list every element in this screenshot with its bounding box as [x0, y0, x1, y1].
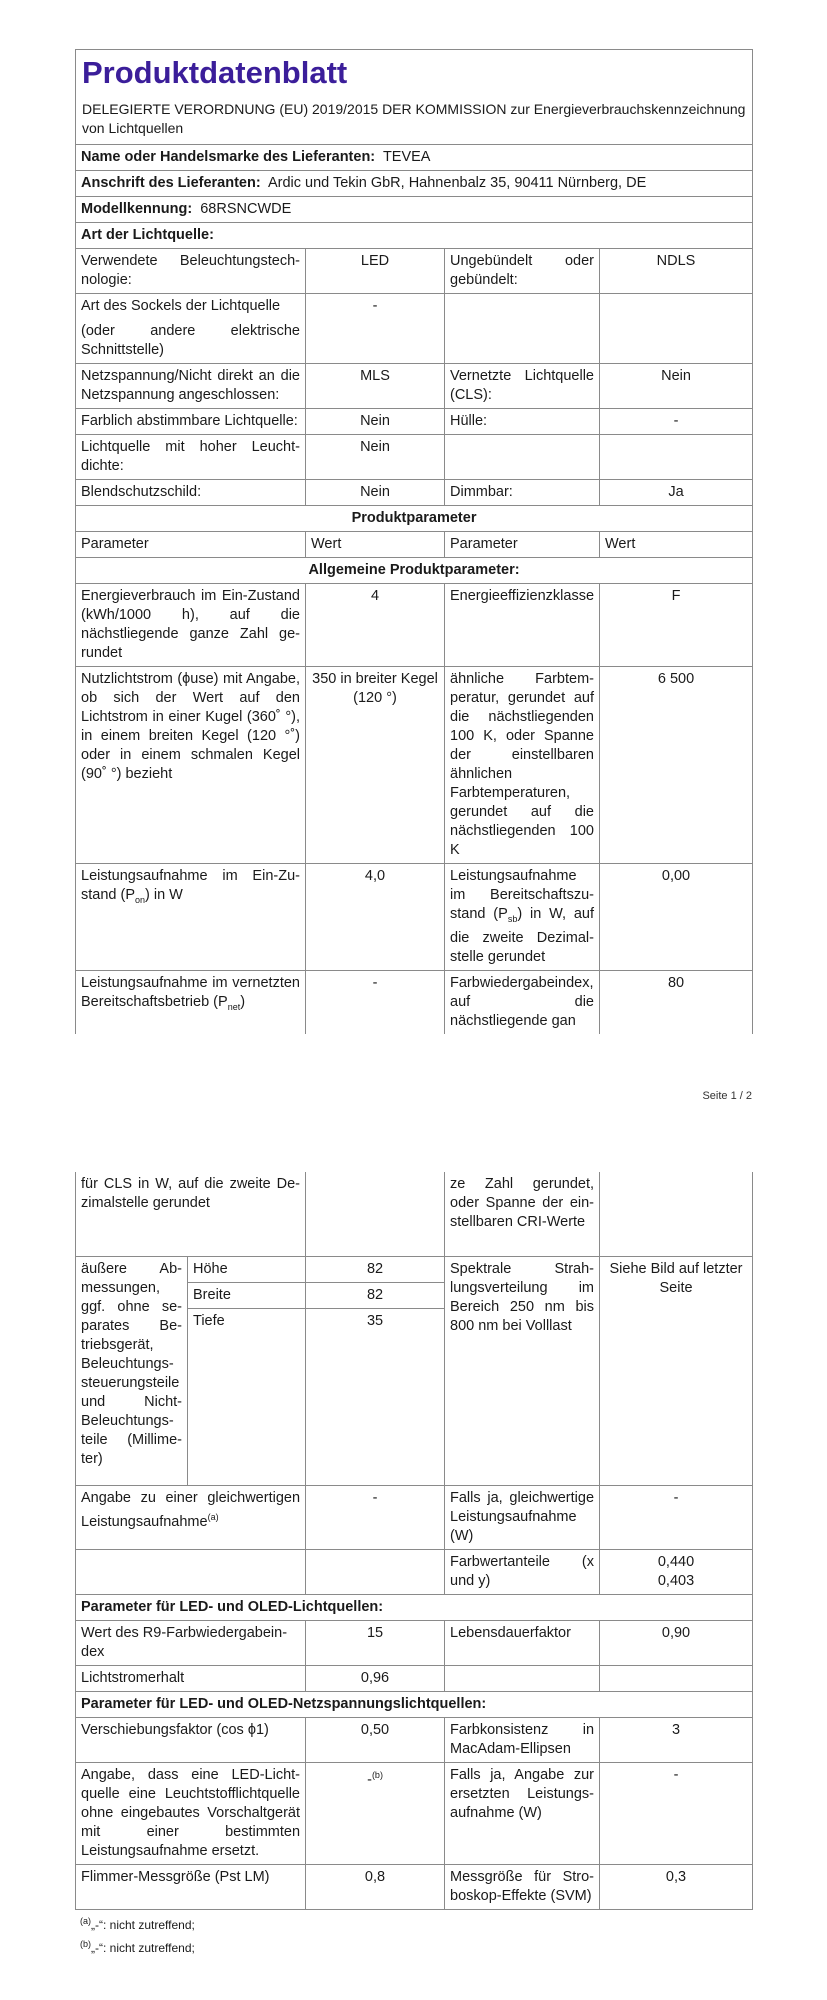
empty-cell	[76, 1550, 306, 1595]
title-cell	[76, 50, 753, 145]
equivalent-power-w-value: -	[600, 1486, 753, 1550]
footnote-a-text: „-“: nicht zutreffend;	[91, 1918, 195, 1932]
col-header-parameter: Parameter	[445, 532, 600, 558]
model-label: Modellkennung:	[81, 201, 193, 217]
standby-power-label-unit: ) in W, auf die zweite Dezimalstelle gerundet	[450, 906, 595, 965]
chromaticity-y: 0,403	[657, 1573, 695, 1589]
product-params-heading: Produktparameter	[76, 506, 753, 532]
supplier-address-value: Ardic und Tekin GbR, Hahnenbalz 35, 90411 Nürnberg, DE	[267, 175, 647, 191]
col-header-parameter: Parameter	[76, 532, 306, 558]
cri-label-continued: ze Zahl gerundet, oder Spanne der einstellbaren CRI-Werte	[445, 1172, 600, 1257]
colour-temperature-label: ähnliche Farbtemperatur, gerundet auf die nächstliegenden 100 K, oder Spanne der einstellbaren ähnlichen Farbtemperaturen, gerundet auf die nächstliegenden 100 K	[445, 667, 600, 864]
empty-cell	[600, 294, 753, 364]
displacement-factor-value: 0,50	[306, 1718, 445, 1763]
replacement-claim-value	[306, 1763, 445, 1865]
cri-label: Farbwiedergabeindex, auf die nächstliegende gan	[445, 970, 600, 1034]
supplier-name-row	[76, 145, 753, 171]
envelope-value: -	[600, 409, 753, 435]
footnote-b-text: „-“: nicht zutreffend;	[91, 1941, 195, 1955]
chromaticity-label: Farbwertanteile (x und y)	[445, 1550, 600, 1595]
standby-power-sub: sb	[507, 913, 518, 924]
networked-standby-label-continued: für CLS in W, auf die zweite Dezimalstelle gerundet	[76, 1172, 306, 1257]
col-header-value: Wert	[600, 532, 753, 558]
col-header-value: Wert	[306, 532, 445, 558]
displacement-factor-label: Verschiebungsfaktor (cos ϕ1)	[76, 1718, 306, 1763]
tech-label: Verwendete Beleuchtungstechnologie:	[76, 249, 306, 294]
footnote-a-mark: (a)	[80, 1916, 91, 1926]
empty-cell	[445, 1666, 600, 1692]
stroboscopic-metric-label: Messgröße für Stroboskop-Effekte (SVM)	[445, 1865, 600, 1910]
colour-consistency-label: Farbkonsistenz in MacAdam-Ellipsen	[445, 1718, 600, 1763]
glare-value: Nein	[306, 480, 445, 506]
on-mode-power-label	[76, 864, 306, 971]
envelope-label: Hülle:	[445, 409, 600, 435]
energy-class-value: F	[600, 584, 753, 667]
supplier-name-label: Name oder Handelsmarke des Lieferanten:	[81, 149, 376, 165]
page-number: Seite 1 / 2	[702, 1090, 752, 1102]
page-title: Produktdatenblatt	[82, 55, 348, 90]
footnote-ref-a: (a)	[207, 1512, 219, 1522]
replacement-claim-label: Angabe, dass eine LED-Lichtquelle eine Leuchtstofflichtquelle ohne eingebautes Vorschaltgerät mit einer bestimmten Leistungsaufnahme ersetzt.	[76, 1763, 306, 1865]
chromaticity-x: 0,440	[657, 1554, 695, 1570]
lumen-maintenance-label: Lichtstromerhalt	[76, 1666, 306, 1692]
empty-cell	[306, 1550, 445, 1595]
on-mode-power-value: 4,0	[306, 864, 445, 971]
equivalent-power-w-label: Falls ja, gleichwertige Leistungsaufnahme (W)	[445, 1486, 600, 1550]
energy-consumption-value: 4	[306, 584, 445, 667]
equivalent-power-value: -	[306, 1486, 445, 1550]
standby-power-label-text: Leistungsaufnahme im Bereitschaftszustand (P	[450, 868, 594, 922]
model-value: 68RSNCWDE	[200, 201, 292, 217]
socket-label-line2: (oder andere elektrische Schnittstelle)	[81, 323, 300, 358]
spectrum-value: Siehe Bild auf letzter Seite	[600, 1257, 753, 1486]
networked-standby-label	[76, 970, 306, 1034]
networked-standby-sub: net	[227, 1001, 241, 1012]
replacement-claim-value-text: -	[367, 1771, 372, 1788]
standby-power-label	[445, 864, 600, 971]
height-label: Höhe	[188, 1257, 306, 1283]
empty-cell	[445, 435, 600, 480]
empty-cell	[445, 294, 600, 364]
colour-consistency-value: 3	[600, 1718, 753, 1763]
energy-class-label: Energieeffizienzklasse	[445, 584, 600, 667]
luminous-flux-label: Nutzlichtstrom (ϕuse) mit Angabe, ob sich der Wert auf den Lichtstrom in einer Kugel (360˚ °), in einem breiten Kegel (120 °˚) oder in einem schmalen Kegel (90˚ °) bezieht	[76, 667, 306, 864]
tech-value: LED	[306, 249, 445, 294]
networked-standby-label-close: )	[240, 993, 246, 1010]
height-value: 82	[306, 1257, 445, 1283]
r9-value: 15	[306, 1621, 445, 1666]
socket-label-line1: Art des Sockels der Lichtquelle	[81, 298, 281, 314]
survival-factor-label: Lebensdauerfaktor	[445, 1621, 600, 1666]
lumen-maintenance-value: 0,96	[306, 1666, 445, 1692]
networked-standby-value: -	[306, 970, 445, 1034]
mains-value: MLS	[306, 364, 445, 409]
cls-value: Nein	[600, 364, 753, 409]
depth-label: Tiefe	[188, 1309, 306, 1486]
depth-value: 35	[306, 1309, 445, 1486]
flicker-metric-label: Flimmer-Messgröße (Pst LM)	[76, 1865, 306, 1910]
on-mode-power-sub: on	[135, 894, 146, 905]
r9-label: Wert des R9-Farbwiedergabeindex	[76, 1621, 306, 1666]
glare-label: Blendschutzschild:	[76, 480, 306, 506]
energy-consumption-label: Energieverbrauch im Ein-Zustand (kWh/1000 h), auf die nächstliegende ganze Zahl gerundet	[76, 584, 306, 667]
width-value: 82	[306, 1283, 445, 1309]
dimmable-label: Dimmbar:	[445, 480, 600, 506]
high-luminance-label: Lichtquelle mit hoher Leuchtdichte:	[76, 435, 306, 480]
survival-factor-value: 0,90	[600, 1621, 753, 1666]
empty-cell	[306, 1172, 445, 1257]
high-luminance-value: Nein	[306, 435, 445, 480]
socket-value: -	[306, 294, 445, 364]
cri-value: 80	[600, 970, 753, 1034]
stroboscopic-metric-value: 0,3	[600, 1865, 753, 1910]
equivalent-power-label-text: Angabe zu einer gleichwertigen Leistungsaufnahme	[81, 1490, 301, 1530]
empty-cell	[600, 1666, 753, 1692]
bundled-label: Ungebündelt oder gebündelt:	[445, 249, 600, 294]
tunable-value: Nein	[306, 409, 445, 435]
supplier-address-label: Anschrift des Lieferanten:	[81, 175, 261, 191]
dimmable-value: Ja	[600, 480, 753, 506]
on-mode-power-label-text: Leistungsaufnahme im Ein-Zustand (P	[81, 868, 300, 903]
page-1	[75, 49, 752, 1034]
mains-label: Netzspannung/Nicht direkt an die Netzspannung angeschlossen:	[76, 364, 306, 409]
colour-temperature-value: 6 500	[600, 667, 753, 864]
datasheet-table-page-1	[75, 49, 753, 1034]
chromaticity-value	[600, 1550, 753, 1595]
mains-params-heading: Parameter für LED- und OLED-Netzspannungslichtquellen:	[76, 1692, 753, 1718]
general-params-heading: Allgemeine Produktparameter:	[76, 558, 753, 584]
empty-cell	[600, 435, 753, 480]
footnote-ref-b: (b)	[371, 1770, 383, 1780]
supplier-address-row	[76, 171, 753, 197]
datasheet-table-page-2	[75, 1172, 753, 1910]
equivalent-power-label	[76, 1486, 306, 1550]
light-source-type-heading: Art der Lichtquelle:	[76, 223, 753, 249]
tunable-label: Farblich abstimmbare Lichtquelle:	[76, 409, 306, 435]
page-2	[75, 1172, 752, 1910]
dimensions-label: äußere Abmessungen, ggf. ohne separates Betriebsgerät, Beleuchtungssteuerungsteile und Nicht-Beleuchtungsteile (Millimeter)	[76, 1257, 188, 1486]
footnote-a	[80, 1913, 195, 1933]
empty-cell	[600, 1172, 753, 1257]
socket-label	[76, 294, 306, 364]
regulation-subtitle: DELEGIERTE VERORDNUNG (EU) 2019/2015 DER KOMMISSION zur Energieverbrauchskennzeichnung von Lichtquellen	[82, 101, 746, 136]
cls-label: Vernetzte Lichtquelle (CLS):	[445, 364, 600, 409]
spectrum-label: Spektrale Strahlungsverteilung im Bereich 250 nm bis 800 nm bei Volllast	[445, 1257, 600, 1486]
led-params-heading: Parameter für LED- und OLED-Lichtquellen:	[76, 1595, 753, 1621]
luminous-flux-value: 350 in breiter Kegel (120 °)	[306, 667, 445, 864]
bundled-value: NDLS	[600, 249, 753, 294]
flicker-metric-value: 0,8	[306, 1865, 445, 1910]
networked-standby-label-text: Leistungsaufnahme im vernetzten Bereitschaftsbetrieb (P	[81, 974, 300, 1010]
supplier-name-value: TEVEA	[382, 149, 431, 165]
replaced-power-label: Falls ja, Angabe zur ersetzten Leistungsaufnahme (W)	[445, 1763, 600, 1865]
footnote-b	[80, 1936, 195, 1956]
on-mode-power-label-unit: ) in W	[145, 887, 183, 903]
width-label: Breite	[188, 1283, 306, 1309]
model-row	[76, 197, 753, 223]
standby-power-value: 0,00	[600, 864, 753, 971]
footnote-b-mark: (b)	[80, 1939, 91, 1949]
replaced-power-value: -	[600, 1763, 753, 1865]
